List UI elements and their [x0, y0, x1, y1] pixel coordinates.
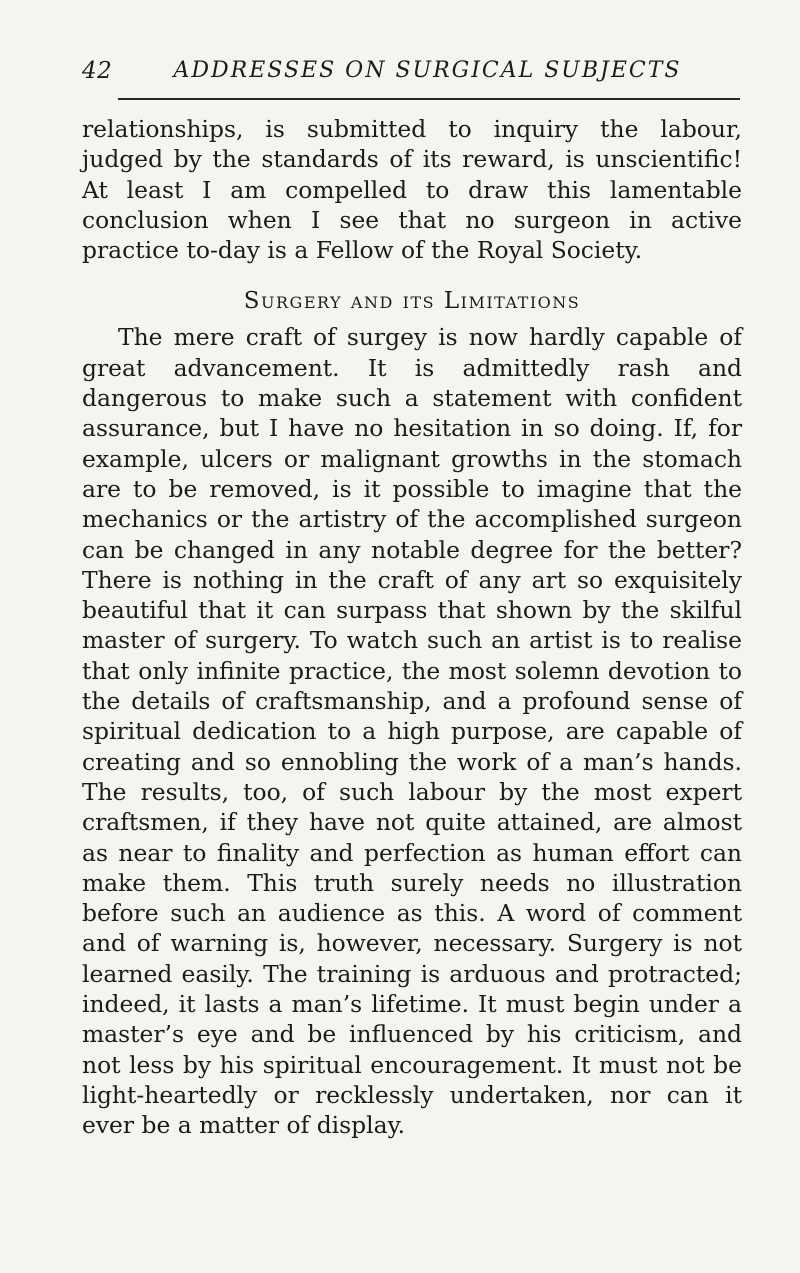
page-header: [82, 58, 739, 92]
page-number: 42: [82, 58, 113, 84]
paragraph: The mere craft of surgey is now hardly capable of great advancement. It is admittedly rash and dangerous to make such a statement with confident assurance, but I have no hesitation in so doing. If, for example, ulcers or malignant growths in the stomach are to be removed, is it possible to imagine that the mechanics or the artistry of the accomplished surgeon can be changed in any notable degree for the better? There is nothing in the craft of any art so exquisitely beautiful that it can surpass that shown by the skilful master of surgery. To watch such an artist is to realise that only infinite practice, the most solemn devotion to the details of craftsmanship, and a profound sense of spiritual dedication to a high purpose, are capable of creating and so ennobling the work of a man’s hands. The results, too, of such labour by the most expert craftsmen, if they have not quite attained, are almost as near to finality and perfection as human effort can make them. This truth surely needs no illustration before such an audience as this. A word of comment and of warning is, however, necessary. Surgery is not learned easily. The training is arduous and protracted; indeed, it lasts a man’s lifetime. It must begin under a master’s eye and be influenced by his criticism, and not less by his spiritual encouragement. It must not be light-heartedly or recklessly undertaken, nor can it ever be a matter of display.: [82, 323, 742, 1140]
paragraph-continued: relationships, is submitted to inquiry the labour, judged by the standards of its reward, is unscientific! At least I am compelled to draw this lamentable conclusion when I see that no surgeon in active practice to-day is a Fellow of the Royal Society.: [82, 115, 742, 265]
header-rule: [118, 98, 740, 100]
running-head: ADDRESSES ON SURGICAL SUBJECTS: [173, 58, 682, 83]
section-heading: Surgery and its Limitations: [243, 288, 581, 315]
body-text: [82, 114, 742, 1141]
